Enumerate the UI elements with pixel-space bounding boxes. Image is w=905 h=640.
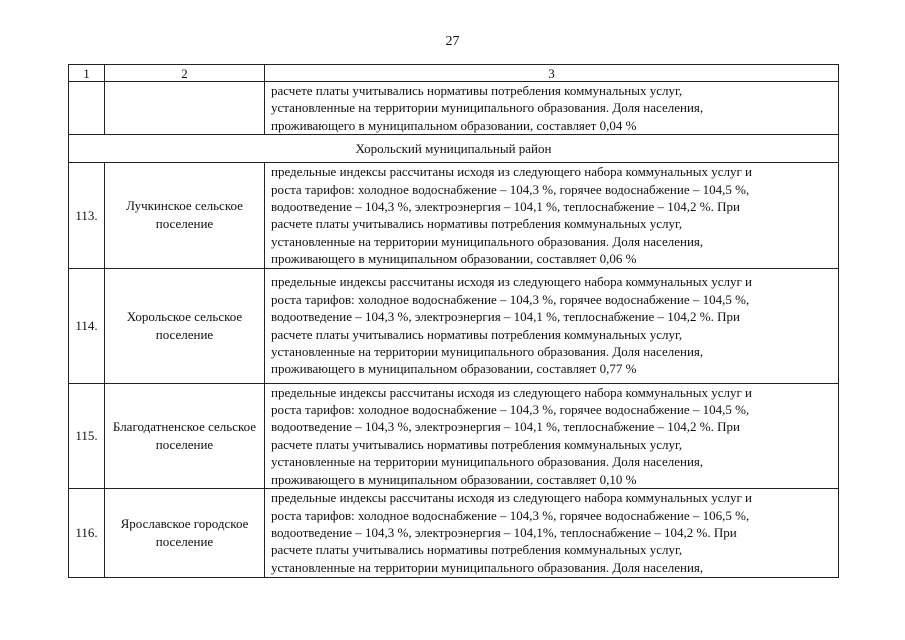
row-number: 115. bbox=[69, 383, 105, 488]
desc-line: предельные индексы рассчитаны исходя из следующего набора коммунальных услуг и bbox=[271, 384, 753, 400]
table-header-row bbox=[69, 65, 839, 82]
row-description bbox=[265, 383, 839, 488]
desc-line: роста тарифов: холодное водоснабжение – 104,3 %, горячее водоснабжение – 104,5 %, bbox=[271, 181, 750, 197]
desc-line: проживающего в муниципальном образовании, составляет 0,06 % bbox=[271, 251, 637, 267]
district-title: Хорольский муниципальный район bbox=[69, 135, 839, 163]
continuation-desc-cell bbox=[265, 82, 839, 135]
tariff-table bbox=[68, 64, 839, 578]
desc-line: установленные на территории муниципального образования. Доля населения, bbox=[271, 100, 704, 116]
row-number: 114. bbox=[69, 268, 105, 383]
desc-line: установленные на территории муниципального образования. Доля населения, bbox=[271, 559, 704, 575]
row-description bbox=[265, 489, 839, 578]
desc-line: расчете платы учитывались нормативы потребления коммунальных услуг, bbox=[271, 326, 683, 342]
page-number: 27 bbox=[445, 34, 460, 49]
continuation-name-cell bbox=[105, 82, 265, 135]
desc-line: расчете платы учитывались нормативы потребления коммунальных услуг, bbox=[271, 436, 683, 452]
desc-line: водоотведение – 104,3 %, электроэнергия – 104,1 %, теплоснабжение – 104,2 %. При bbox=[271, 419, 740, 435]
header-col-1: 1 bbox=[69, 65, 105, 82]
desc-line: водоотведение – 104,3 %, электроэнергия – 104,1 %, теплоснабжение – 104,2 %. При bbox=[271, 199, 740, 215]
header-col-3: 3 bbox=[265, 65, 839, 82]
continuation-row bbox=[69, 82, 839, 135]
row-number: 113. bbox=[69, 163, 105, 268]
desc-line: роста тарифов: холодное водоснабжение – 104,3 %, горячее водоснабжение – 106,5 %, bbox=[271, 507, 750, 523]
table-row bbox=[69, 268, 839, 383]
desc-line: проживающего в муниципальном образовании, составляет 0,04 % bbox=[271, 117, 637, 133]
desc-line: роста тарифов: холодное водоснабжение – 104,3 %, горячее водоснабжение – 104,5 %, bbox=[271, 291, 750, 307]
desc-line: водоотведение – 104,3 %, электроэнергия – 104,1%, теплоснабжение – 104,2 %. При bbox=[271, 524, 737, 540]
table-row bbox=[69, 163, 839, 268]
desc-line: предельные индексы рассчитаны исходя из следующего набора коммунальных услуг и bbox=[271, 490, 753, 506]
settlement-name: Благодатненское сельское поселение bbox=[105, 383, 265, 488]
desc-line: предельные индексы рассчитаны исходя из следующего набора коммунальных услуг и bbox=[271, 274, 753, 290]
row-number: 116. bbox=[69, 489, 105, 578]
desc-line: расчете платы учитывались нормативы потребления коммунальных услуг, bbox=[271, 83, 683, 98]
row-description bbox=[265, 268, 839, 383]
table-row bbox=[69, 489, 839, 578]
table-row bbox=[69, 383, 839, 488]
desc-line: расчете платы учитывались нормативы потребления коммунальных услуг, bbox=[271, 216, 683, 232]
desc-line: расчете платы учитывались нормативы потребления коммунальных услуг, bbox=[271, 542, 683, 558]
continuation-num-cell bbox=[69, 82, 105, 135]
desc-line: предельные индексы рассчитаны исходя из следующего набора коммунальных услуг и bbox=[271, 164, 753, 180]
desc-line: роста тарифов: холодное водоснабжение – 104,3 %, горячее водоснабжение – 104,5 %, bbox=[271, 402, 750, 418]
district-row bbox=[69, 135, 839, 163]
row-description bbox=[265, 163, 839, 268]
settlement-name: Ярославское городское поселение bbox=[105, 489, 265, 578]
desc-line: проживающего в муниципальном образовании, составляет 0,77 % bbox=[271, 361, 637, 377]
header-col-2: 2 bbox=[105, 65, 265, 82]
desc-line: установленные на территории муниципального образования. Доля населения, bbox=[271, 233, 704, 249]
desc-line: установленные на территории муниципального образования. Доля населения, bbox=[271, 454, 704, 470]
desc-line: водоотведение – 104,3 %, электроэнергия – 104,1 %, теплоснабжение – 104,2 %. При bbox=[271, 309, 740, 325]
desc-line: установленные на территории муниципального образования. Доля населения, bbox=[271, 344, 704, 360]
settlement-name: Лучкинское сельское поселение bbox=[105, 163, 265, 268]
desc-line: проживающего в муниципальном образовании, составляет 0,10 % bbox=[271, 471, 637, 487]
settlement-name: Хорольское сельское поселение bbox=[105, 268, 265, 383]
